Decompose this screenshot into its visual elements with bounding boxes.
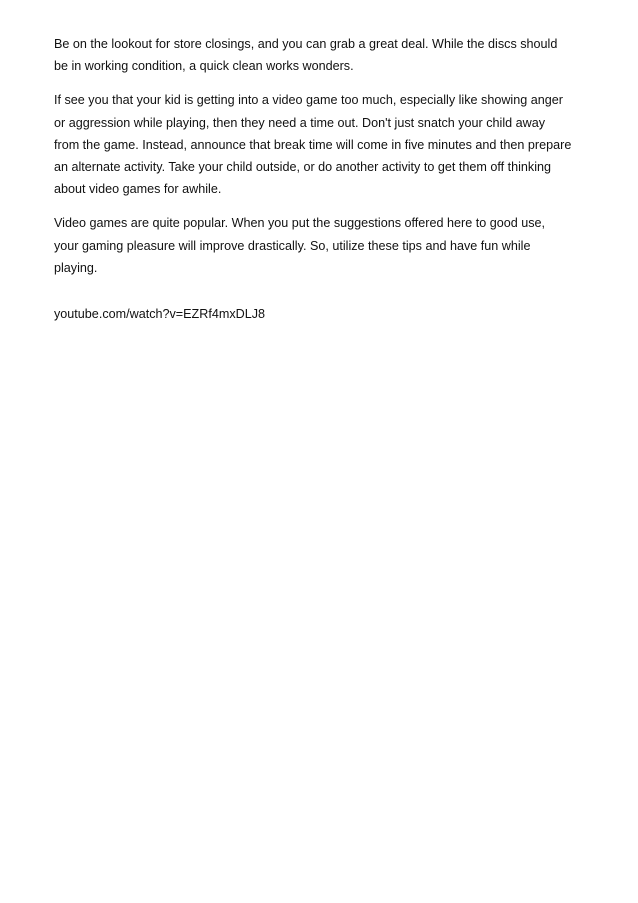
paragraph-line: from the game. Instead, announce that break time will come in five minutes and then prepare — [54, 137, 572, 152]
paragraph-line: Video games are quite popular. When you put the suggestions offered here to good use, — [54, 216, 546, 231]
document-body — [54, 33, 594, 325]
paragraph-time-out — [54, 89, 594, 200]
paragraph-store-closings — [54, 33, 594, 77]
paragraph-line: your gaming pleasure will improve drastically. So, utilize these tips and have fun while — [54, 238, 531, 253]
paragraph-line: Be on the lookout for store closings, and you can grab a great deal. While the discs should — [54, 37, 558, 51]
paragraph-line: playing. — [54, 260, 98, 275]
paragraph-line: about video games for awhile. — [54, 182, 222, 197]
paragraph-conclusion — [54, 212, 594, 279]
paragraph-line: be in working condition, a quick clean works wonders. — [54, 59, 354, 74]
paragraph-line: an alternate activity. Take your child outside, or do another activity to get them off thinking — [54, 160, 552, 175]
paragraph-line: or aggression while playing, then they need a time out. Don't just snatch your child away — [54, 115, 546, 130]
youtube-link[interactable]: youtube.com/watch?v=EZRf4mxDLJ8 — [54, 307, 266, 322]
paragraph-line: If see you that your kid is getting into a video game too much, especially like showing anger — [54, 93, 563, 108]
